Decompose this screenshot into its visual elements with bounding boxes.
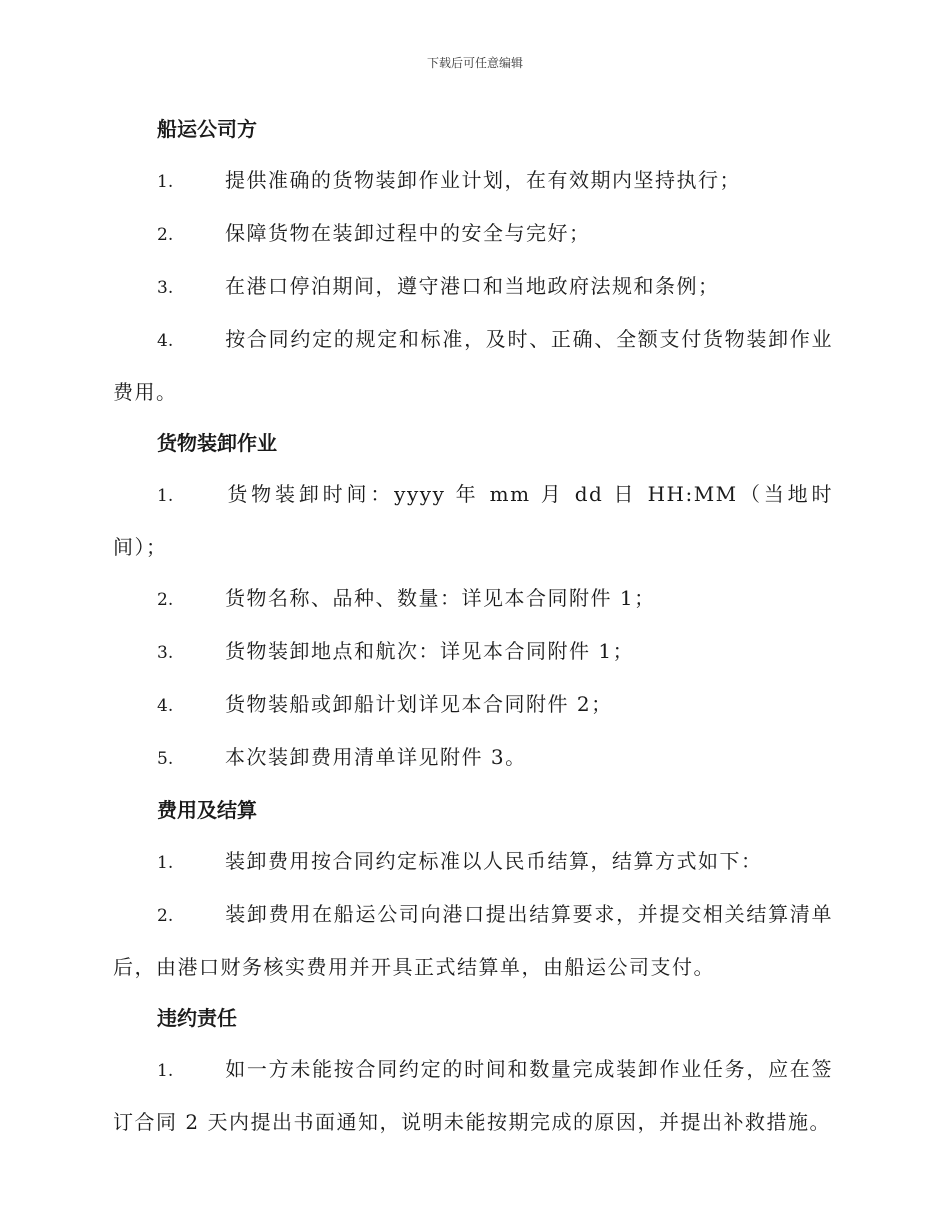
item-number: 2. — [157, 225, 174, 245]
section-title: 货物装卸作业 — [157, 431, 277, 455]
section-title: 违约责任 — [157, 1006, 237, 1030]
list-item — [113, 889, 833, 993]
item-number: 1. — [157, 172, 174, 192]
section-title: 船运公司方 — [157, 117, 257, 141]
list-item — [113, 469, 833, 573]
item-text: 提供准确的货物装卸作业计划，在有效期内坚持执行； — [225, 168, 741, 192]
item-number: 2. — [157, 590, 174, 610]
item-text: 装卸费用按合同约定标准以人民币结算，结算方式如下： — [225, 849, 763, 873]
list-item — [113, 314, 833, 418]
item-number: 2. — [157, 906, 174, 926]
list-item — [113, 208, 833, 261]
item-number: 1. — [157, 486, 174, 506]
item-number: 4. — [157, 331, 174, 351]
item-text: 装卸费用在船运公司向港口提出结算要求，并提交相关结算清单后，由港口财务核实费用并开具正式结算单，由船运公司支付。 — [113, 902, 833, 979]
item-text: 按合同约定的规定和标准，及时、正确、全额支付货物装卸作业费用。 — [113, 327, 833, 404]
list-item — [113, 155, 833, 208]
list-item — [113, 732, 833, 785]
item-text: 保障货物在装卸过程中的安全与完好； — [225, 221, 591, 245]
item-text: 货物装卸时间：yyyy 年 mm 月 dd 日 HH:MM（当地时间）； — [113, 482, 833, 559]
list-item — [113, 836, 833, 889]
item-text: 本次装卸费用清单详见附件 3。 — [225, 745, 527, 769]
document-body — [113, 104, 833, 1148]
item-text: 货物名称、品种、数量：详见本合同附件 1； — [225, 586, 656, 610]
item-text: 在港口停泊期间，遵守港口和当地政府法规和条例； — [225, 274, 720, 298]
item-text: 货物装船或卸船计划详见本合同附件 2； — [225, 692, 613, 716]
item-number: 3. — [157, 278, 174, 298]
list-item — [113, 679, 833, 732]
item-number: 3. — [157, 643, 174, 663]
item-text: 如一方未能按合同约定的时间和数量完成装卸作业任务，应在签订合同 2 天内提出书面通知，说明未能按期完成的原因，并提出补救措施。 — [113, 1057, 833, 1134]
item-number: 1. — [157, 853, 174, 873]
item-text: 货物装卸地点和航次：详见本合同附件 1； — [225, 639, 635, 663]
item-number: 1. — [157, 1061, 174, 1081]
item-number: 4. — [157, 696, 174, 716]
list-item — [113, 1044, 833, 1148]
section-title: 费用及结算 — [157, 798, 257, 822]
list-item — [113, 626, 833, 679]
page-header: 下载后可任意编辑 — [426, 56, 523, 70]
list-item — [113, 573, 833, 626]
item-number: 5. — [157, 749, 174, 769]
list-item — [113, 261, 833, 314]
